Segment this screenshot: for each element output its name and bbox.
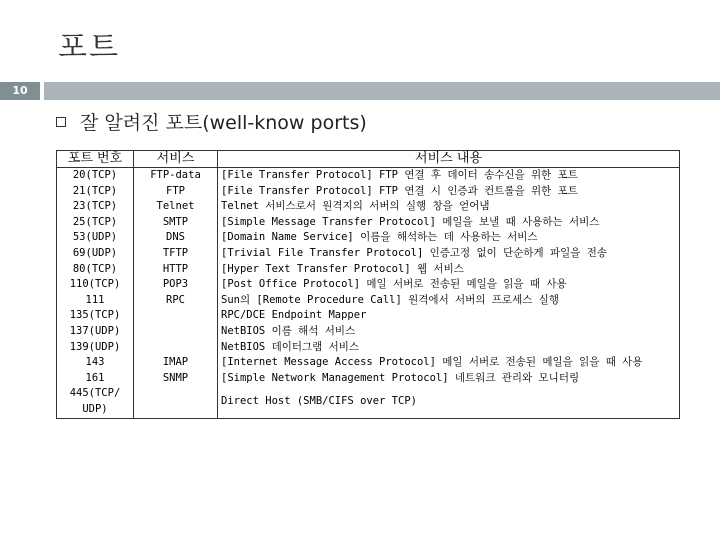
table-row — [57, 215, 680, 231]
description-cell: Sun의 [Remote Procedure Call] 원격에서 서버의 프로세스 실행 — [218, 293, 680, 309]
bullet-square-icon — [56, 117, 66, 127]
port-cell: 111 — [57, 293, 134, 309]
bullet-text: 잘 알려진 포트(well-know ports) — [80, 112, 367, 134]
table-body — [57, 168, 680, 419]
service-cell: IMAP — [134, 355, 218, 371]
table-row — [57, 340, 680, 356]
port-cell: 161 — [57, 371, 134, 387]
description-cell: Direct Host (SMB/CIFS over TCP) — [218, 386, 680, 418]
port-cell: 80(TCP) — [57, 262, 134, 278]
port-cell: 69(UDP) — [57, 246, 134, 262]
service-cell: SNMP — [134, 371, 218, 387]
port-cell: 25(TCP) — [57, 215, 134, 231]
description-cell: [File Transfer Protocol] FTP 연결 시 인증과 컨트롤을 위한 포트 — [218, 184, 680, 200]
slide-title: 포트 — [58, 30, 120, 65]
port-cell: 53(UDP) — [57, 230, 134, 246]
port-line: 445(TCP/ — [69, 387, 121, 400]
description-cell: [Domain Name Service] 이름을 해석하는 데 사용하는 서비스 — [218, 230, 680, 246]
service-cell: Telnet — [134, 199, 218, 215]
table-row — [57, 371, 680, 387]
service-cell — [134, 386, 218, 418]
table-row — [57, 308, 680, 324]
table-row — [57, 168, 680, 184]
service-cell — [134, 324, 218, 340]
table-row — [57, 262, 680, 278]
table-row — [57, 324, 680, 340]
description-cell: RPC/DCE Endpoint Mapper — [218, 308, 680, 324]
service-cell: RPC — [134, 293, 218, 309]
service-cell: SMTP — [134, 215, 218, 231]
description-cell: [Trivial File Transfer Protocol] 인증고정 없이 단순하게 파일을 전송 — [218, 246, 680, 262]
service-cell: POP3 — [134, 277, 218, 293]
port-cell: 139(UDP) — [57, 340, 134, 356]
description-cell: Telnet 서비스로서 원격지의 서버의 실행 창을 얻어냄 — [218, 199, 680, 215]
table-row — [57, 230, 680, 246]
table-row — [57, 277, 680, 293]
description-cell: [Simple Message Transfer Protocol] 메일을 보낼 때 사용하는 서비스 — [218, 215, 680, 231]
port-cell — [57, 386, 134, 418]
port-cell: 143 — [57, 355, 134, 371]
port-line: UDP) — [82, 402, 108, 415]
service-cell: FTP — [134, 184, 218, 200]
service-cell: FTP-data — [134, 168, 218, 184]
table-row — [57, 386, 680, 418]
description-cell: [Internet Message Access Protocol] 메일 서버로 전송된 메일을 읽을 때 사용 — [218, 355, 680, 371]
port-cell: 137(UDP) — [57, 324, 134, 340]
slide-number: 10 — [12, 84, 28, 97]
description-cell: NetBIOS 이름 해석 서비스 — [218, 324, 680, 340]
port-cell: 110(TCP) — [57, 277, 134, 293]
description-cell: [Simple Network Management Protocol] 네트워크 관리와 모니터링 — [218, 371, 680, 387]
service-cell: TFTP — [134, 246, 218, 262]
service-cell — [134, 340, 218, 356]
port-cell: 23(TCP) — [57, 199, 134, 215]
description-cell: [Hyper Text Transfer Protocol] 웹 서비스 — [218, 262, 680, 278]
service-cell: DNS — [134, 230, 218, 246]
table-row — [57, 293, 680, 309]
header-divider-bar — [44, 82, 720, 100]
port-cell: 135(TCP) — [57, 308, 134, 324]
description-cell: NetBIOS 데이터그램 서비스 — [218, 340, 680, 356]
table-row — [57, 355, 680, 371]
header-service-description: 서비스 내용 — [218, 151, 680, 168]
table-header-row — [57, 151, 680, 168]
header-port-number: 포트 번호 — [57, 151, 134, 168]
service-cell — [134, 308, 218, 324]
ports-table — [56, 150, 680, 419]
port-cell: 21(TCP) — [57, 184, 134, 200]
service-cell: HTTP — [134, 262, 218, 278]
description-cell: [File Transfer Protocol] FTP 연결 후 데이터 송수신을 위한 포트 — [218, 168, 680, 184]
table-row — [57, 199, 680, 215]
description-cell: [Post Office Protocol] 메일 서버로 전송된 메일을 읽을 때 사용 — [218, 277, 680, 293]
port-cell: 20(TCP) — [57, 168, 134, 184]
table-row — [57, 184, 680, 200]
table-row — [57, 246, 680, 262]
header-service: 서비스 — [134, 151, 218, 168]
